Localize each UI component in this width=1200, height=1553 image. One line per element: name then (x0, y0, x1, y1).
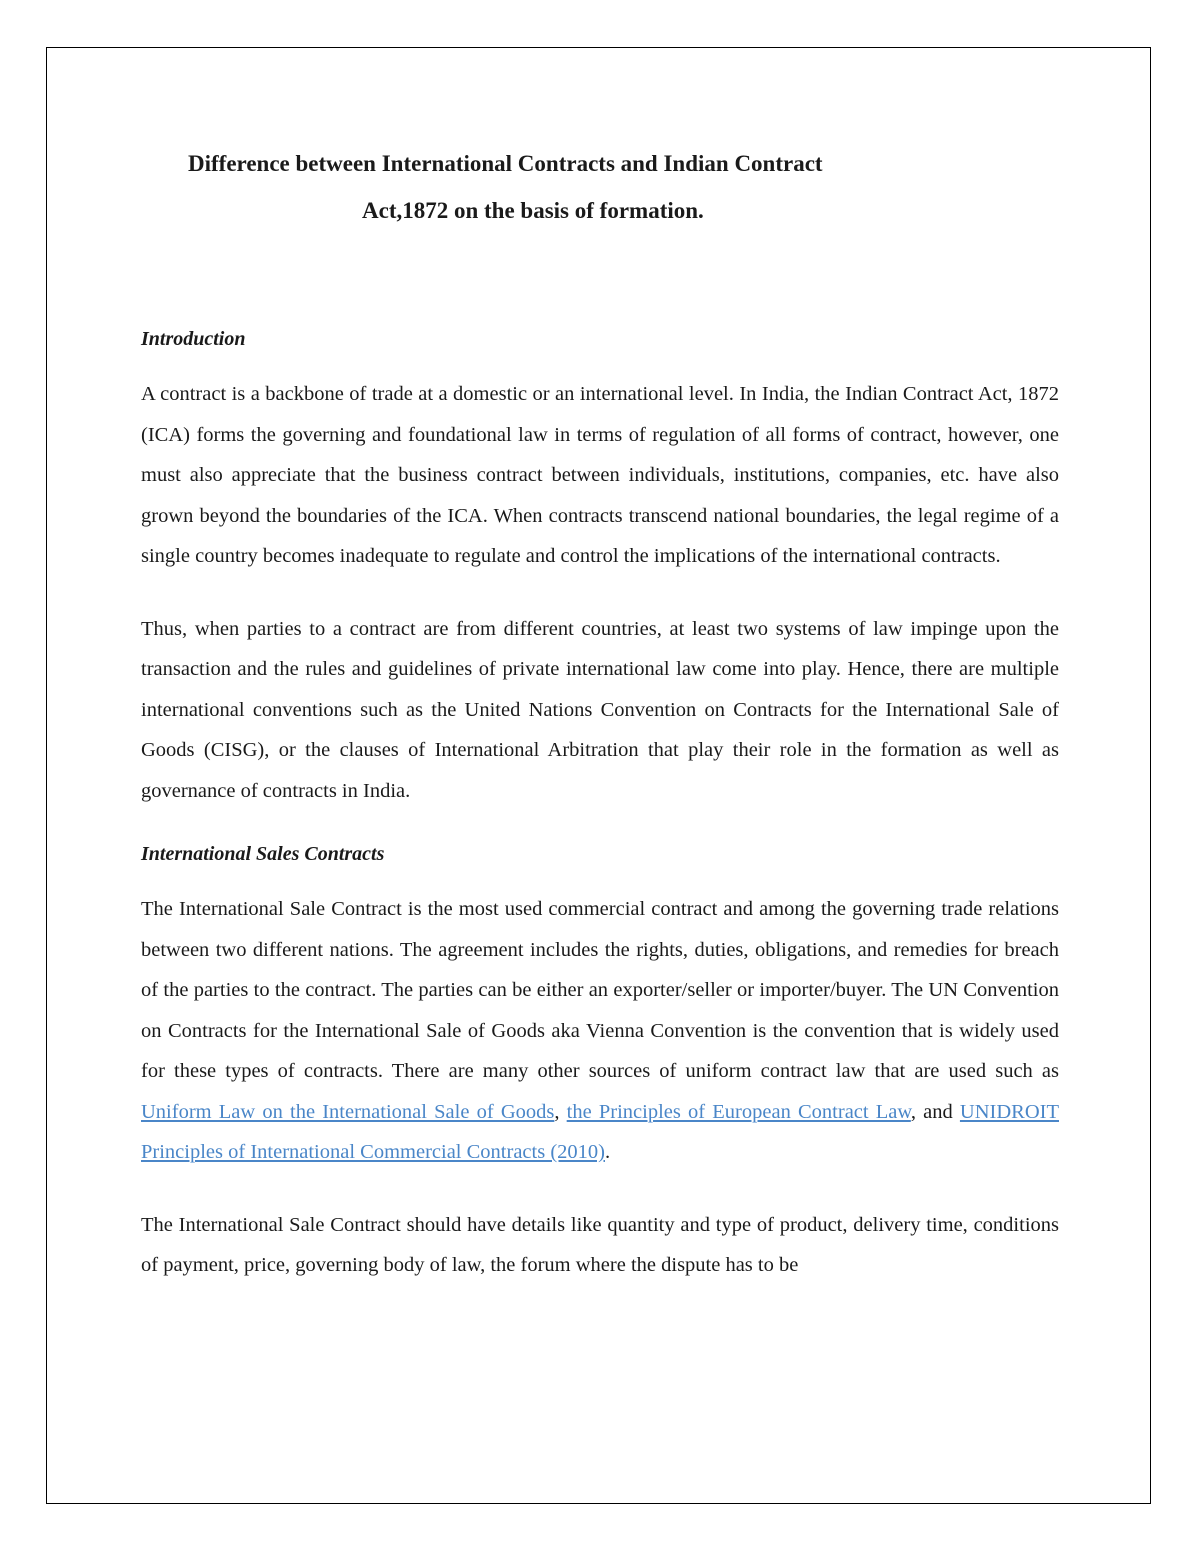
title-line-1: Difference between International Contracts and Indian Contract (188, 151, 823, 176)
intro-paragraph-1: A contract is a backbone of trade at a domestic or an international level. In India, the Indian Contract Act, 1872 (ICA) forms the governing and foundational law in terms of regulation of all forms of contract, however, one must also appreciate that the business contract between individuals, institutions, companies, etc. have also grown beyond the boundaries of the ICA. When contracts transcend national boundaries, the legal regime of a single country becomes inadequate to regulate and control the implications of the international contracts. (141, 383, 1059, 567)
title-line-2: Act,1872 on the basis of formation. (362, 198, 704, 223)
section-heading-introduction: Introduction (141, 328, 246, 350)
document-body (141, 140, 1059, 1286)
sales-paragraph-2: The International Sale Contract should have details like quantity and type of product, delivery time, conditions of payment, price, governing body of law, the forum where the dispute has to be (141, 1213, 1059, 1276)
link-separator-1: , (554, 1100, 567, 1123)
section-heading-international-sales: International Sales Contracts (141, 843, 385, 865)
sales-paragraph-1-text: The International Sale Contract is the most used commercial contract and among the governing trade relations between two different nations. The agreement includes the rights, duties, obligations, and remedies for breach of the parties to the contract. The parties can be either an exporter/seller or importer/buyer. The UN Convention on Contracts for the International Sale of Goods aka Vienna Convention is the convention that is widely used for these types of contracts. There are many other sources of uniform contract law that are used such as (141, 898, 1059, 1082)
link-unidroit-principles[interactable]: UNIDROIT Principles of International Commercial Contracts (2010) (141, 1100, 1059, 1163)
intro-paragraph-2: Thus, when parties to a contract are from different countries, at least two systems of law impinge upon the transaction and the rules and guidelines of private international law come into play. Hence, there are multiple international conventions such as the United Nations Convention on Contracts for the International Sale of Goods (CISG), or the clauses of International Arbitration that play their role in the formation as well as governance of contracts in India. (141, 617, 1059, 802)
sales-paragraph-1 (141, 889, 1059, 1173)
link-end-period: . (604, 1141, 611, 1163)
link-uniform-law[interactable]: Uniform Law on the International Sale of Goods (141, 1100, 555, 1123)
link-european-contract-law[interactable]: the Principles of European Contract Law (566, 1100, 911, 1123)
document-title (141, 140, 1059, 234)
link-separator-2: , and (910, 1100, 960, 1123)
